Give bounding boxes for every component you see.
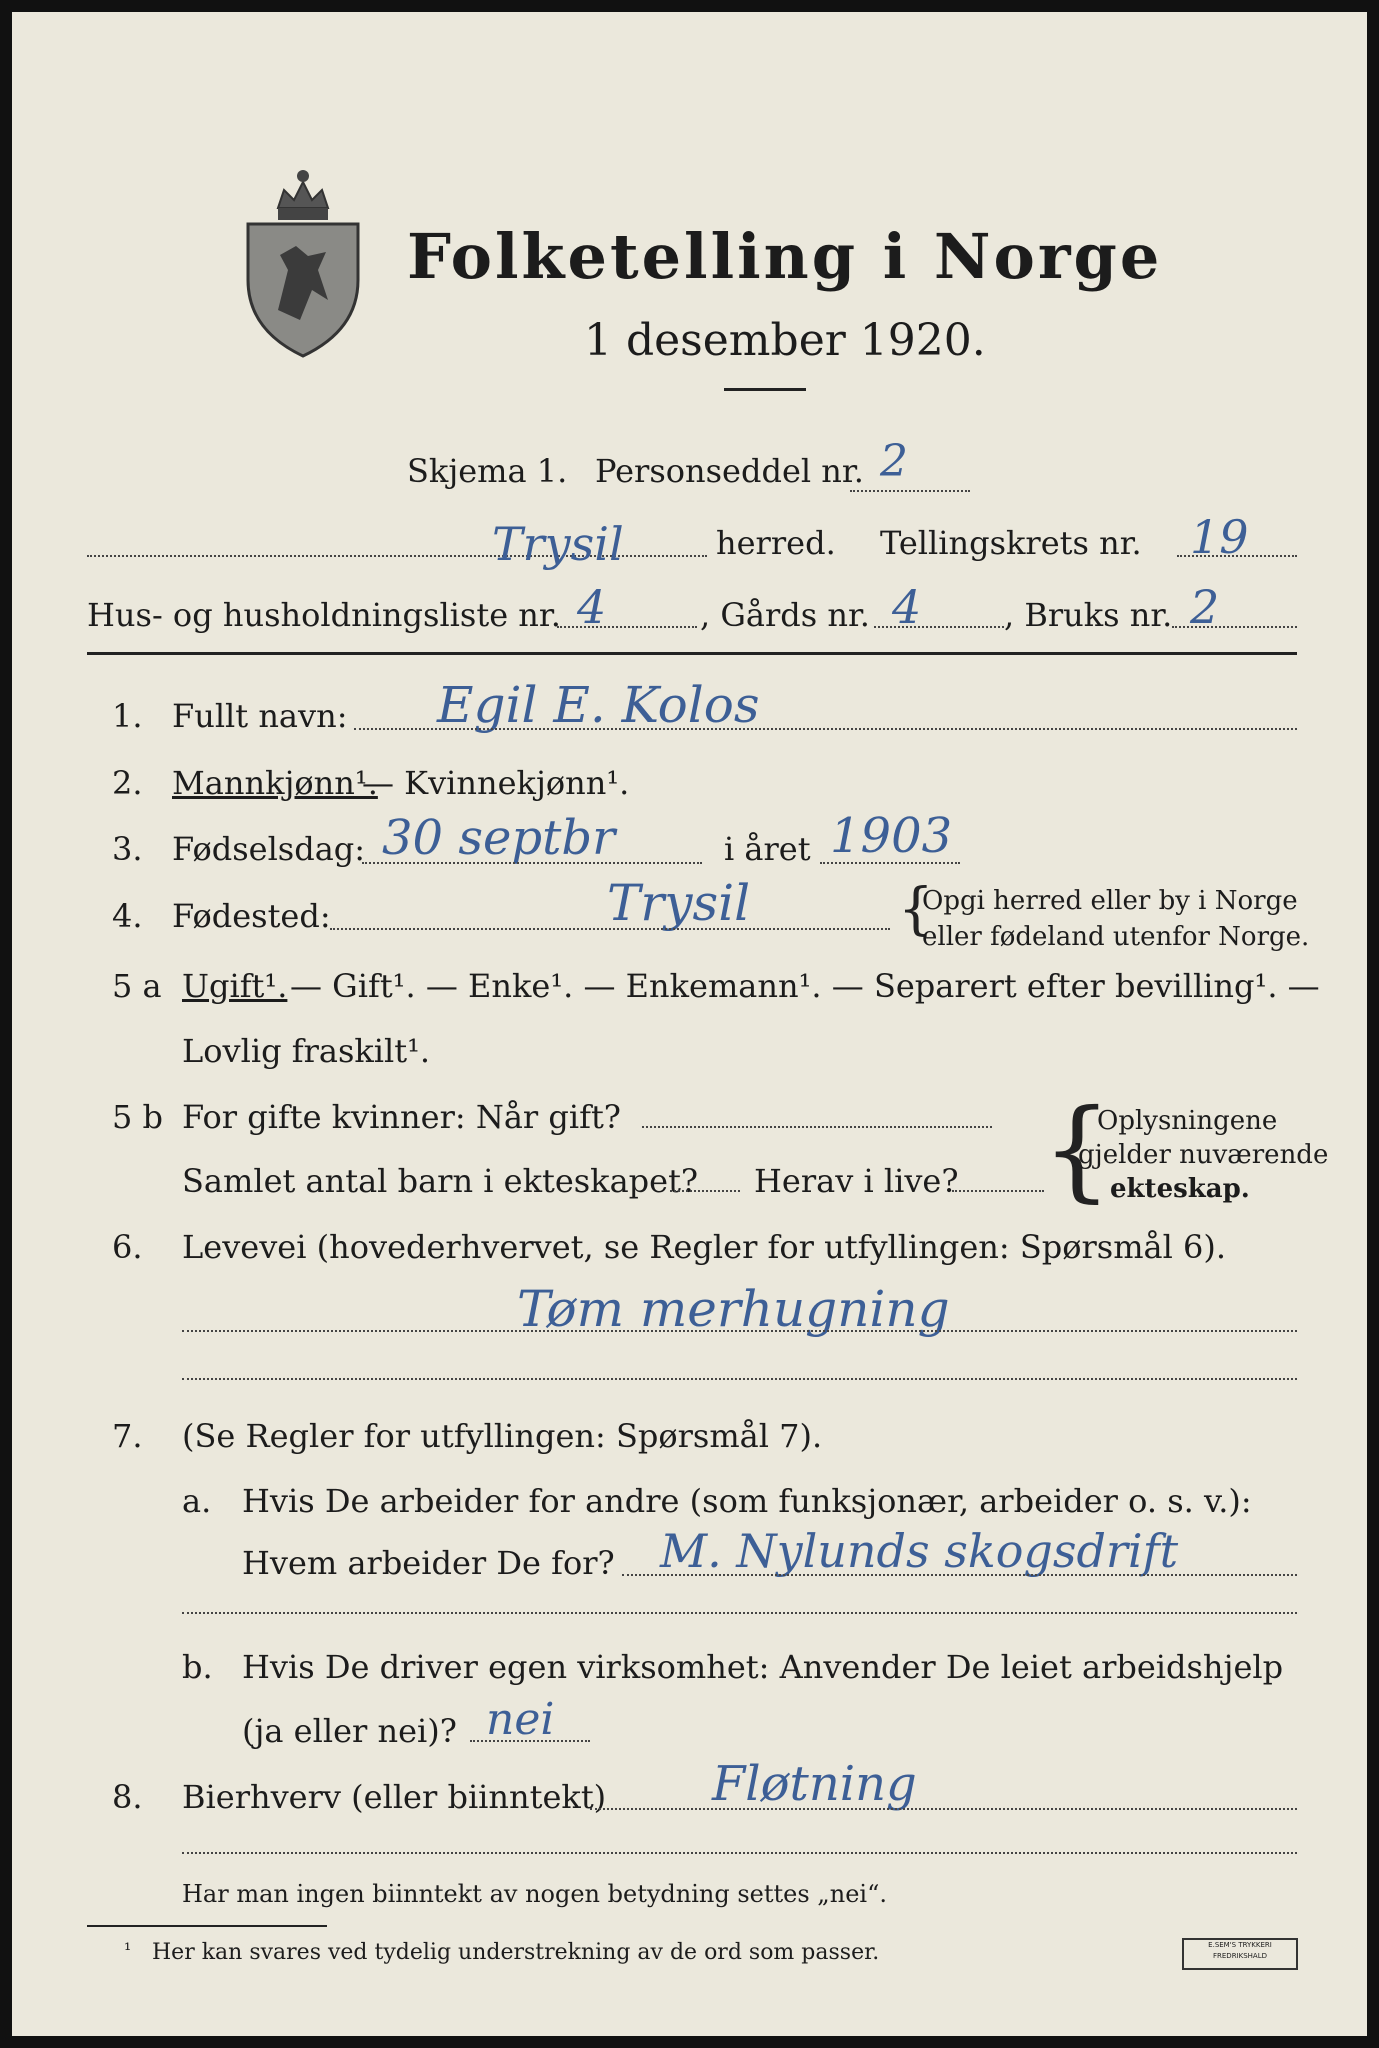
- footnote-divider: [87, 1925, 327, 1927]
- q4-note-line2: eller fødeland utenfor Norge.: [922, 922, 1310, 952]
- q7b-value: nei: [486, 1694, 555, 1745]
- biinntekt-note: Har man ingen biinntekt av nogen betydning settes „nei“.: [182, 1880, 887, 1908]
- herred-value: Trysil: [492, 517, 624, 571]
- tellingskrets-value: 19: [1190, 510, 1249, 564]
- q7b-letter: b.: [182, 1648, 213, 1686]
- q8-label: Bierhverv (eller biinntekt): [182, 1778, 607, 1816]
- hus-label: Hus- og husholdningsliste nr.: [87, 596, 561, 634]
- census-date: 1 desember 1920.: [584, 315, 986, 366]
- q5b-children-label: Samlet antal barn i ekteskapet?: [182, 1162, 699, 1200]
- q4-label: Fødested:: [172, 897, 331, 935]
- q7-label: (Se Regler for utfyllingen: Spørsmål 7).: [182, 1417, 823, 1455]
- q4-number: 4.: [112, 897, 143, 935]
- q2-male-option: Mannkjønn¹.: [172, 764, 378, 802]
- q8-number: 8.: [112, 1778, 143, 1816]
- q3-year-line: [820, 862, 960, 864]
- q8-line2: [182, 1852, 1297, 1854]
- q7b-line: [470, 1740, 590, 1742]
- q5b-married-label: For gifte kvinner: Når gift?: [182, 1098, 621, 1136]
- q5b-brace: {: [1042, 1085, 1112, 1213]
- q7a-employer-value: M. Nylunds skogsdrift: [660, 1524, 1179, 1578]
- q7b-label: (ja eller nei)?: [242, 1712, 457, 1750]
- footnote-mark: ¹: [124, 1940, 132, 1961]
- header-divider: [87, 652, 1297, 655]
- gards-label: , Gårds nr.: [700, 596, 870, 634]
- q7a-employer-label: Hvem arbeider De for?: [242, 1544, 615, 1582]
- q6-value: Tøm merhugning: [517, 1280, 950, 1338]
- q1-number: 1.: [112, 697, 143, 735]
- census-form: [12, 12, 1367, 2036]
- q3-year-value: 1903: [830, 808, 953, 864]
- q4-note-line1: Opgi herred eller by i Norge: [922, 886, 1298, 916]
- bruks-value: 2: [1190, 580, 1220, 634]
- hus-value: 4: [577, 580, 607, 634]
- q5b-alive-line: [952, 1190, 1044, 1192]
- bruks-line: [1172, 626, 1297, 628]
- q5b-married-line: [642, 1126, 992, 1128]
- q2-number: 2.: [112, 764, 143, 802]
- personseddel-line: [850, 490, 970, 492]
- q7b-line1: Hvis De driver egen virksomhet: Anvender De leiet arbeidshjelp: [242, 1648, 1284, 1686]
- q3-number: 3.: [112, 830, 143, 868]
- q3-label: Fødselsdag:: [172, 830, 366, 868]
- q5a-number: 5 a: [112, 967, 162, 1005]
- q1-line: [354, 728, 1297, 730]
- q8-value: Fløtning: [712, 1756, 917, 1812]
- q7a-extra-line: [182, 1612, 1297, 1614]
- tellingskrets-line: [1177, 555, 1297, 557]
- bruks-label: , Bruks nr.: [1004, 596, 1173, 634]
- q5b-note1: Oplysningene: [1097, 1106, 1278, 1136]
- q6-number: 6.: [112, 1228, 143, 1266]
- title-divider: [724, 388, 806, 391]
- q8-line1: [590, 1808, 1297, 1810]
- q1-label: Fullt navn:: [172, 697, 348, 735]
- hus-line: [557, 626, 697, 628]
- q5a-divorced-option: Lovlig fraskilt¹.: [182, 1032, 431, 1070]
- skjema-label: Skjema 1.: [407, 452, 568, 490]
- herred-label: herred.: [716, 524, 836, 562]
- form-title: Folketelling i Norge: [407, 220, 1163, 293]
- q6-label: Levevei (hovederhvervet, se Regler for utfyllingen: Spørsmål 6).: [182, 1228, 1227, 1266]
- q5b-number: 5 b: [112, 1098, 164, 1136]
- q7a-letter: a.: [182, 1482, 212, 1520]
- q5b-note2: gjelder nuværende: [1078, 1140, 1329, 1170]
- tellingskrets-label: Tellingskrets nr.: [880, 524, 1142, 562]
- q3-value: 30 septbr: [382, 810, 616, 866]
- q7a-employer-line: [622, 1574, 1297, 1576]
- footnote-text: Her kan svares ved tydelig understrekning av de ord som passer.: [152, 1940, 880, 1965]
- q7-number: 7.: [112, 1417, 143, 1455]
- q4-brace: {: [898, 877, 934, 942]
- printer-stamp: [1182, 1938, 1298, 1970]
- printer-stamp-line2: FREDRIKSHALD: [1212, 1952, 1267, 1960]
- q4-line: [330, 928, 890, 930]
- q3-line: [362, 862, 702, 864]
- q6-line2: [182, 1378, 1297, 1380]
- gards-line: [874, 626, 1004, 628]
- q1-value: Egil E. Kolos: [437, 676, 760, 734]
- coat-of-arms-icon: [238, 160, 368, 360]
- q5a-other-options: — Gift¹. — Enke¹. — Enkemann¹. — Separert efter bevilling¹. —: [290, 967, 1320, 1005]
- personseddel-label: Personseddel nr.: [595, 452, 864, 490]
- q4-value: Trysil: [607, 874, 751, 932]
- q5b-note3: ekteskap.: [1110, 1174, 1250, 1204]
- q5b-children-line: [670, 1190, 740, 1192]
- q2-other-options: — Kvinnekjønn¹.: [362, 764, 630, 802]
- q7a-line1: Hvis De arbeider for andre (som funksjonær, arbeider o. s. v.):: [242, 1482, 1252, 1520]
- printer-stamp-line1: E.SEM'S TRYKKERI: [1208, 1941, 1272, 1949]
- q5a-unmarried-option: Ugift¹.: [182, 967, 288, 1005]
- q3-year-label: i året: [724, 830, 811, 868]
- q5b-alive-label: Herav i live?: [754, 1162, 959, 1200]
- personseddel-value: 2: [880, 436, 908, 487]
- gards-value: 4: [892, 580, 922, 634]
- q6-line1: [182, 1330, 1297, 1332]
